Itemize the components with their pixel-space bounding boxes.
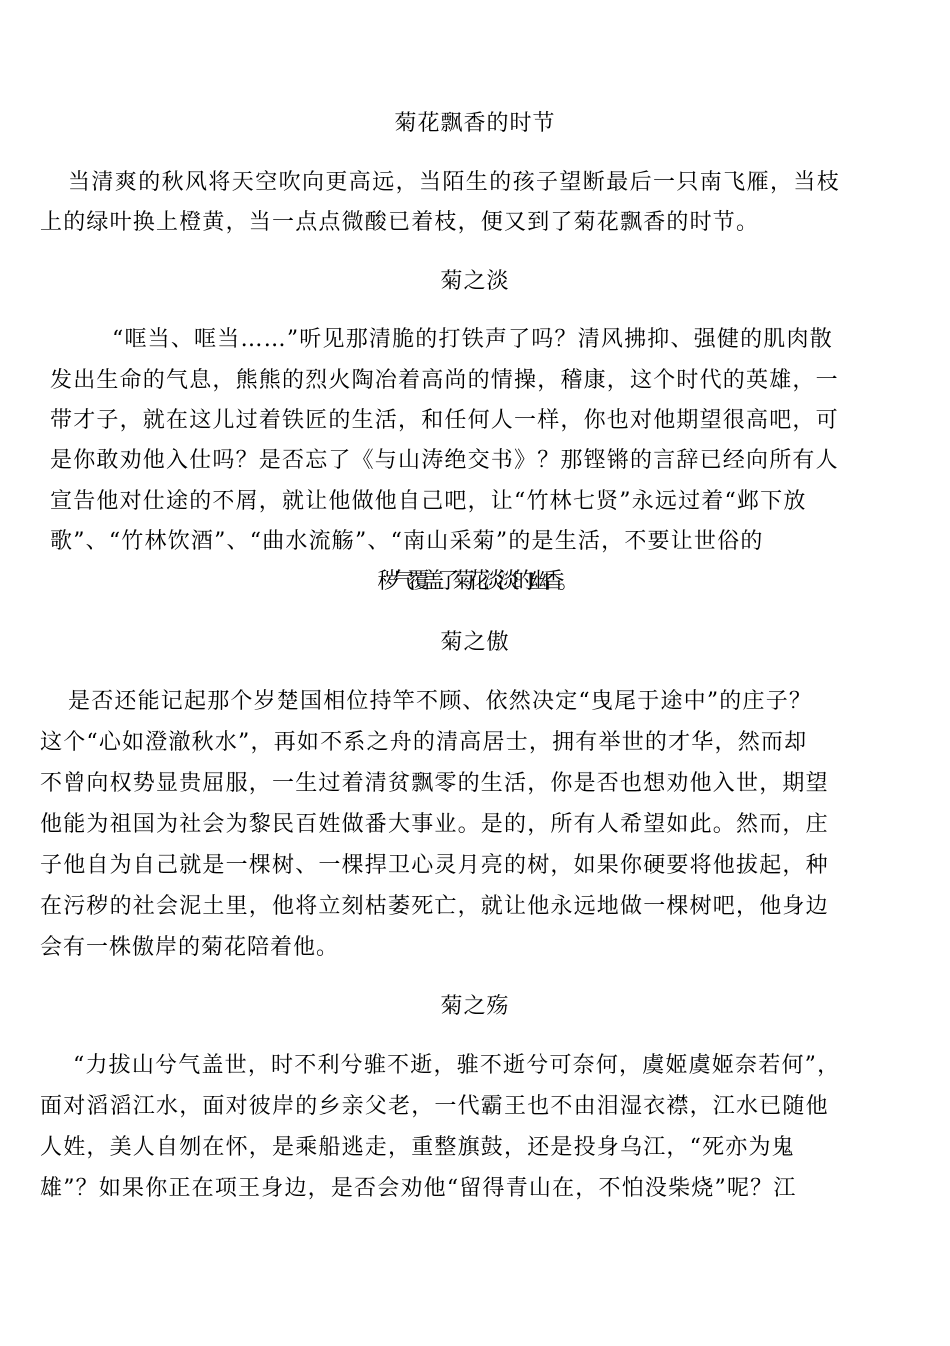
document-title: 菊花飘香的时节 [394,111,556,136]
section-shang-line-4: 雄”？如果你正在项王身边，是否会劝他“留得青山在，不怕没柴烧”呢？江 [40,1176,797,1201]
section-heading-ao: 菊之傲 [440,630,510,655]
intro-line-1: 当清爽的秋风将天空吹向更高远，当陌生的孩子望断最后一只南飞雁，当枝 [68,170,841,195]
section-heading-dan: 菊之淡 [440,269,510,294]
section-dan-line-4: 是你敢劝他入仕吗？是否忘了《与山涛绝交书》？那铿锵的言辞已经向所有人 [50,448,839,473]
section-heading-shang: 菊之殇 [440,994,510,1019]
section-ao-line-5: 子他自为自己就是一棵树、一棵捍卫心灵月亮的树，如果你硬要将他拔起，种 [40,853,829,878]
section-shang-line-3: 人姓，美人自刎在怀，是乘船逃走，重整旗鼓，还是投身乌江，“死亦为鬼 [40,1135,795,1160]
section-ao-line-3: 不曾向权势显贵屈服，一生过着清贫飘零的生活，你是否也想劝他入世，期望 [40,771,829,796]
section-dan-line-1: “哐当、哐当……”听见那清脆的打铁声了吗？清风拂抑、强健的肌肉散 [112,327,833,352]
section-dan-line-2: 发出生命的气息，熊熊的烈火陶冶着高尚的情操，稽康，这个时代的英雄，一 [50,368,839,393]
section-dan-line-6: 歌”、“竹林饮酒”、“曲水流觞”、“南山采菊”的是生活，不要让世俗的 [50,529,764,554]
section-dan-line-5: 宣告他对仕途的不屑，就让他做他自己吧，让“竹林七贤”永远过着“邺下放 [50,489,807,514]
section-dan-line-7: 秽气覆盖了菊花淡淡的幽香。 [377,569,573,594]
section-ao-line-2: 这个“心如澄澈秋水”，再如不系之舟的清高居士，拥有举世的才华，然而却 [40,730,808,755]
section-ao-line-7: 会有一株傲岸的菊花陪着他。 [40,935,340,960]
section-ao-line-6: 在污秽的社会泥土里，他将立刻枯萎死亡，就让他永远地做一棵树吧，他身边 [40,894,829,919]
intro-line-2: 上的绿叶换上橙黄，当一点点微酸已着枝，便又到了菊花飘香的时节。 [40,210,760,235]
section-ao-line-1: 是否还能记起那个岁楚国相位持竿不顾、依然决定“曳尾于途中”的庄子？ [68,689,813,714]
section-shang-line-2: 面对滔滔江水，面对彼岸的乡亲父老，一代霸王也不由泪湿衣襟，江水已随他 [40,1094,829,1119]
section-ao-line-4: 他能为祖国为社会为黎民百姓做番大事业。是的，所有人希望如此。然而，庄 [40,812,829,837]
section-shang-line-1: “力拔山兮气盖世，时不利兮骓不逝，骓不逝兮可奈何，虞姬虞姬奈若何”， [73,1053,841,1078]
section-dan-line-3: 带才子，就在这儿过着铁匠的生活，和任何人一样，你也对他期望很高吧，可 [50,408,839,433]
